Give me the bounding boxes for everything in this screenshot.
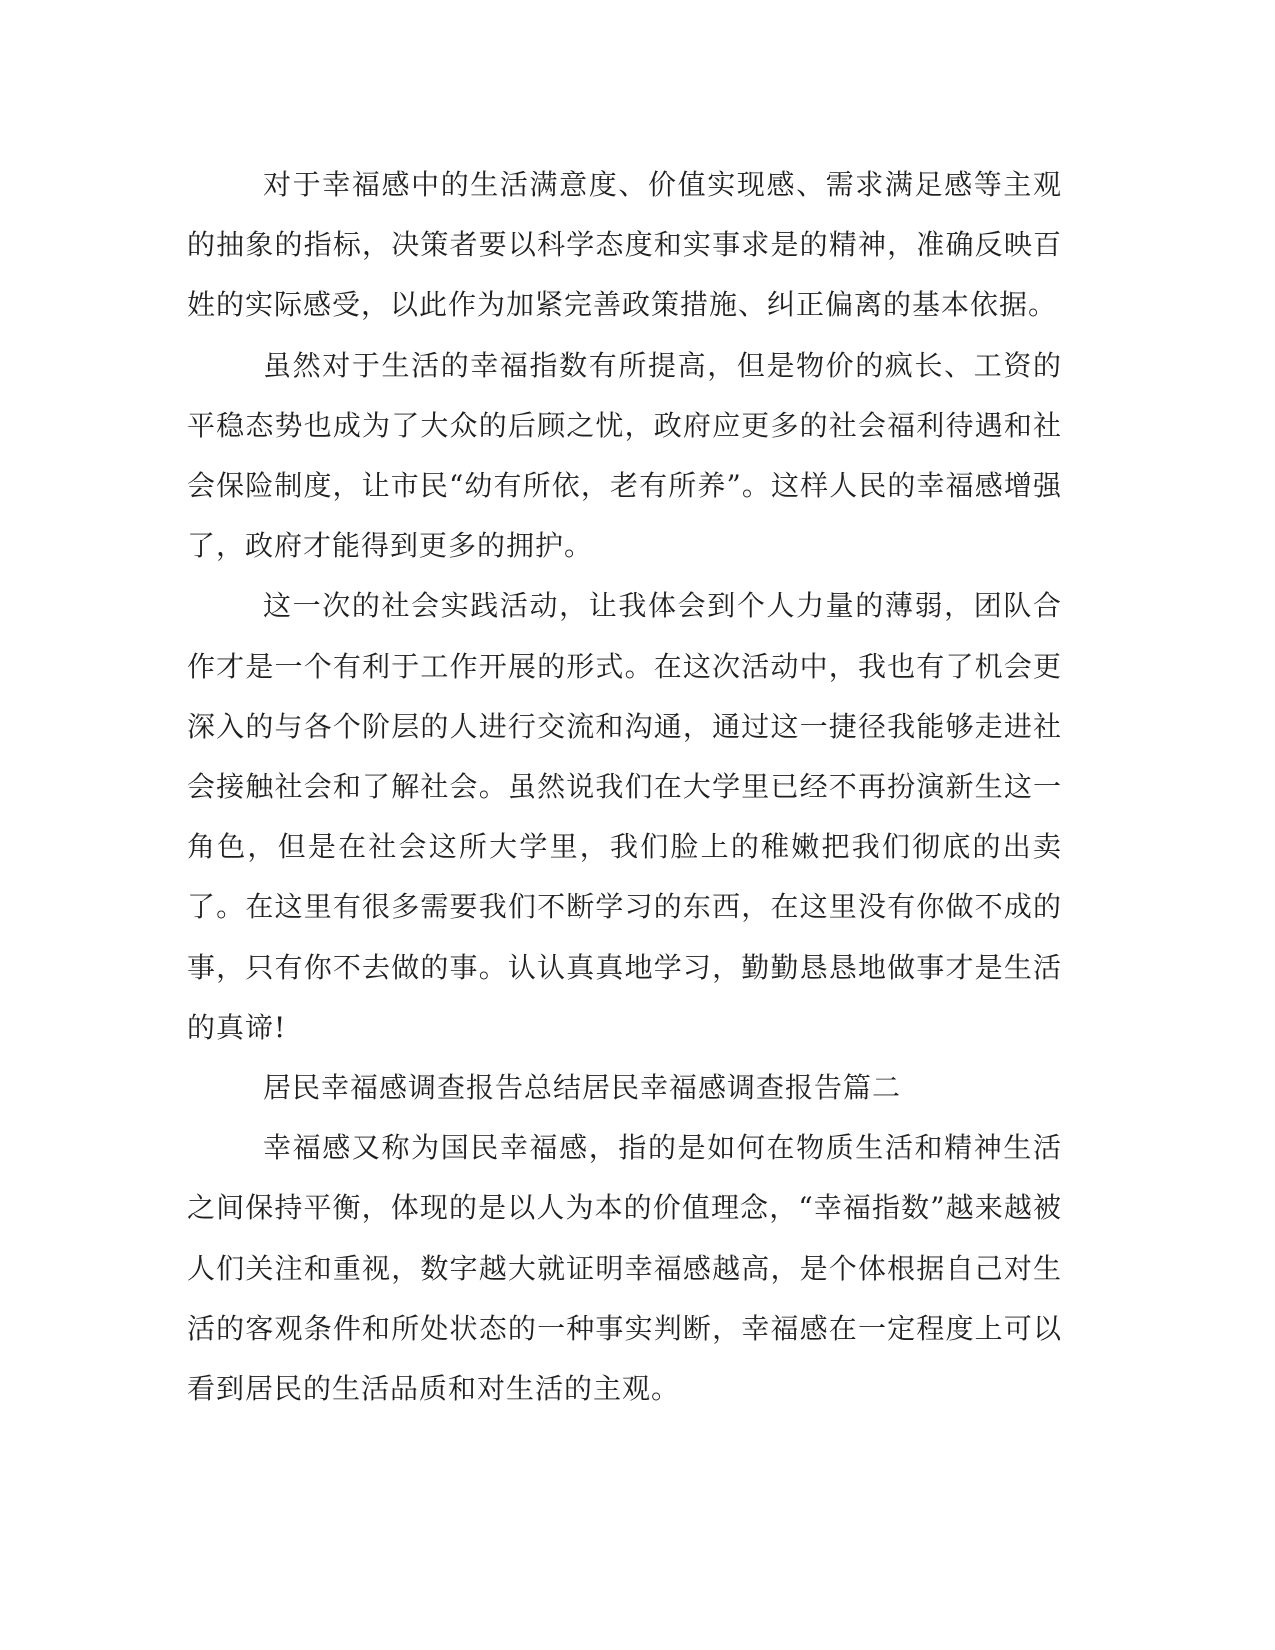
paragraph-social-practice: 这一次的社会实践活动，让我体会到个人力量的薄弱，团队合作才是一个有利于工作开展的形式。在这次活动中，我也有了机会更深入的与各个阶层的人进行交流和沟通，通过这一捷径我能够走进社会接触社会和了解社会。虽然说我们在大学里已经不再扮演新生这一角色，但是在社会这所大学里，我们脸上的稚嫩把我们彻底的出卖了。在这里有很多需要我们不断学习的东西，在这里没有你做不成的事，只有你不去做的事。认认真真地学习，勤勤恳恳地做事才是生活的真谛! — [187, 589, 1062, 1044]
paragraph-happiness-definition: 幸福感又称为国民幸福感，指的是如何在物质生活和精神生活之间保持平衡，体现的是以人为本的价值理念，“幸福指数”越来越被人们关注和重视，数字越大就证明幸福感越高，是个体根据自己对生活的客观条件和所处状态的一种事实判断，幸福感在一定程度上可以看到居民的生活品质和对生活的主观。 — [187, 1131, 1062, 1406]
document-body — [187, 155, 1062, 1419]
paragraph-social-welfare: 虽然对于生活的幸福指数有所提高，但是物价的疯长、工资的平稳态势也成为了大众的后顾之忧，政府应更多的社会福利待遇和社会保险制度，让市民“幼有所依，老有所养”。这样人民的幸福感增强了，政府才能得到更多的拥护。 — [187, 348, 1062, 563]
paragraph-happiness-indicators: 对于幸福感中的生活满意度、价值实现感、需求满足感等主观的抽象的指标，决策者要以科学态度和实事求是的精神，准确反映百姓的实际感受，以此作为加紧完善政策措施、纠正偏离的基本依据。 — [187, 168, 1062, 322]
section-heading: 居民幸福感调查报告总结居民幸福感调查报告篇二 — [263, 1071, 902, 1105]
